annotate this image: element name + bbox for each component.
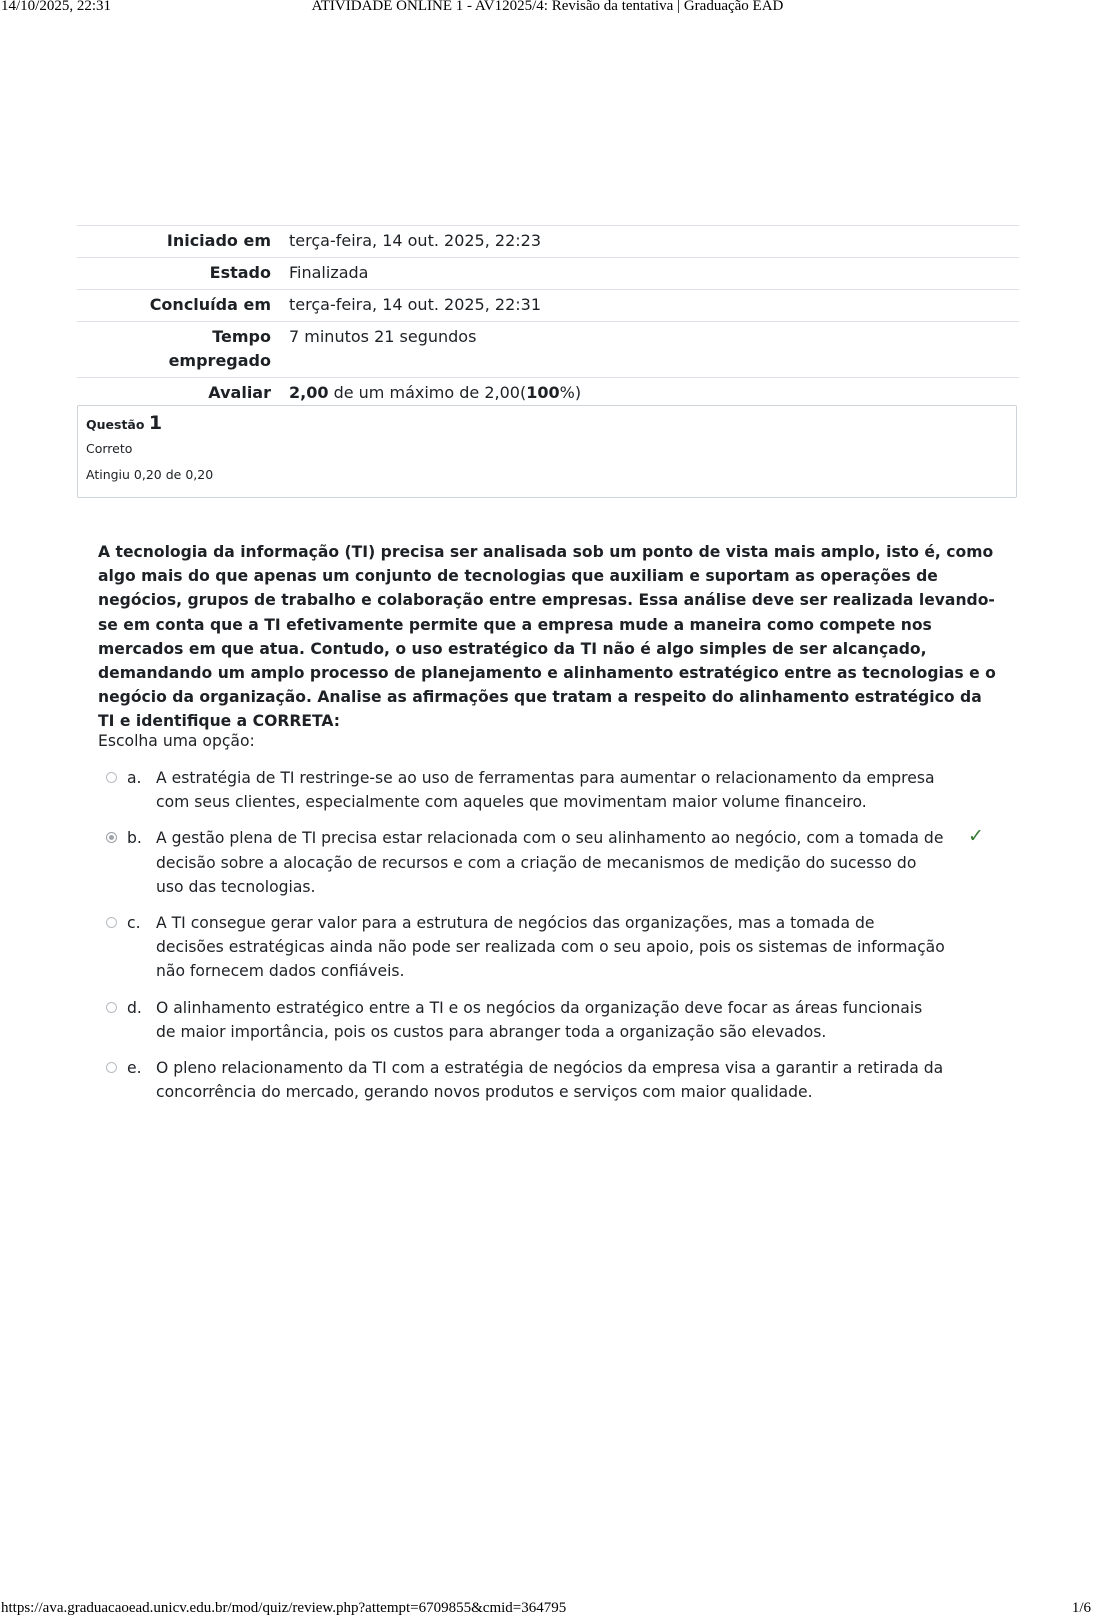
summary-label: Estado: [209, 263, 271, 282]
answer-option-c[interactable]: [106, 911, 1006, 984]
option-letter: e.: [127, 1059, 142, 1078]
summary-row: [77, 290, 1019, 322]
print-header: [0, 0, 1095, 18]
option-text: A estratégia de TI restringe-se ao uso de ferramentas para aumentar o relacionamento da empresa com seus clientes, especialmente com aqueles que movimentam maior volume financeiro.: [156, 769, 935, 812]
question-info-box: [77, 405, 1017, 498]
answer-option-e[interactable]: [106, 1056, 1006, 1104]
option-letter: d.: [127, 998, 142, 1017]
radio-button[interactable]: [106, 1002, 117, 1013]
answer-option-a[interactable]: [106, 766, 1006, 814]
summary-value: terça-feira, 14 out. 2025, 22:31: [289, 295, 542, 314]
print-page-number: 1/6: [1071, 1600, 1091, 1616]
option-letter: c.: [127, 914, 141, 933]
attempt-summary-table: [77, 225, 1019, 409]
grade-score: 2,00: [289, 383, 329, 402]
print-datetime: 14/10/2025, 22:31: [1, 0, 112, 14]
grade-end: %): [559, 383, 582, 402]
print-footer: [0, 1600, 1095, 1620]
summary-row: [77, 226, 1019, 258]
radio-button[interactable]: [106, 917, 117, 928]
summary-label: Concluída em: [149, 295, 271, 314]
summary-value: 7 minutos 21 segundos: [289, 327, 477, 346]
grade-percent: 100: [526, 383, 560, 402]
option-text: O pleno relacionamento da TI com a estratégia de negócios da empresa visa a garantir a retirada da concorrência do mercado, gerando novos produtos e serviços com maior qualidade.: [156, 1059, 944, 1102]
summary-label: Iniciado em: [166, 231, 271, 250]
radio-button[interactable]: [106, 1062, 117, 1073]
grade-label: Avaliar: [208, 383, 271, 402]
radio-button[interactable]: [106, 772, 117, 783]
summary-row: [77, 322, 1019, 378]
answer-option-d[interactable]: [106, 996, 1006, 1044]
answer-prompt: Escolha uma opção:: [98, 732, 255, 750]
option-text: O alinhamento estratégico entre a TI e os negócios da organização deve focar as áreas funcionais de maior importância, pois os custos para abranger toda a organização são elevados.: [156, 998, 923, 1041]
question-number: [86, 412, 1008, 434]
print-url: https://ava.graduacaoead.unicv.edu.br/mod/quiz/review.php?attempt=6709855&cmid=364795: [1, 1600, 567, 1616]
summary-row: [77, 258, 1019, 290]
radio-button-selected[interactable]: [106, 832, 117, 843]
answer-option-b[interactable]: [106, 826, 1006, 899]
summary-value: Finalizada: [289, 263, 369, 282]
question-mark: Atingiu 0,20 de 0,20: [86, 467, 214, 482]
question-number-value: 1: [148, 412, 163, 434]
question-state: Correto: [86, 441, 133, 456]
option-letter: b.: [127, 829, 142, 848]
option-text: A TI consegue gerar valor para a estrutura de negócios das organizações, mas a tomada de decisões estratégicas ainda não pode ser realizada com o seu apoio, pois os sistemas de informação não fornecem dados confiáveis.: [156, 914, 945, 981]
question-text: A tecnologia da informação (TI) precisa ser analisada sob um ponto de vista mais amplo, isto é, como algo mais do que apenas um conjunto de tecnologias que auxiliam e suportam as operações de negócios, grupos de trabalho e colaboração entre empresas. Essa análise deve ser realizada levando-se em conta que a TI efetivamente permite que a empresa mude a maneira como compete nos mercados em que atua. Contudo, o uso estratégico da TI não é algo simples de ser alcançado, demandando um amplo processo de planejamento e alinhamento estratégico entre as tecnologias e o negócio da organização. Analise as afirmações que tratam a respeito do alinhamento estratégico da TI e identifique a CORRETA:: [98, 543, 996, 731]
grade-middle: de um máximo de 2,00(: [333, 383, 527, 402]
summary-label: Tempo empregado: [168, 327, 271, 370]
check-icon: ✓: [968, 825, 984, 848]
summary-value: terça-feira, 14 out. 2025, 22:23: [289, 231, 542, 250]
option-text: A gestão plena de TI precisa estar relacionada com o seu alinhamento ao negócio, com a tomada de decisão sobre a alocação de recursos e com a criação de mecanismos de medição do sucesso do uso das tecnologias.: [156, 829, 944, 896]
answer-options: [106, 766, 1006, 1116]
option-letter: a.: [127, 769, 142, 787]
question-label: Questão: [86, 417, 145, 432]
print-page-title: ATIVIDADE ONLINE 1 - AV12025/4: Revisão da tentativa | Graduação EAD: [311, 0, 784, 14]
